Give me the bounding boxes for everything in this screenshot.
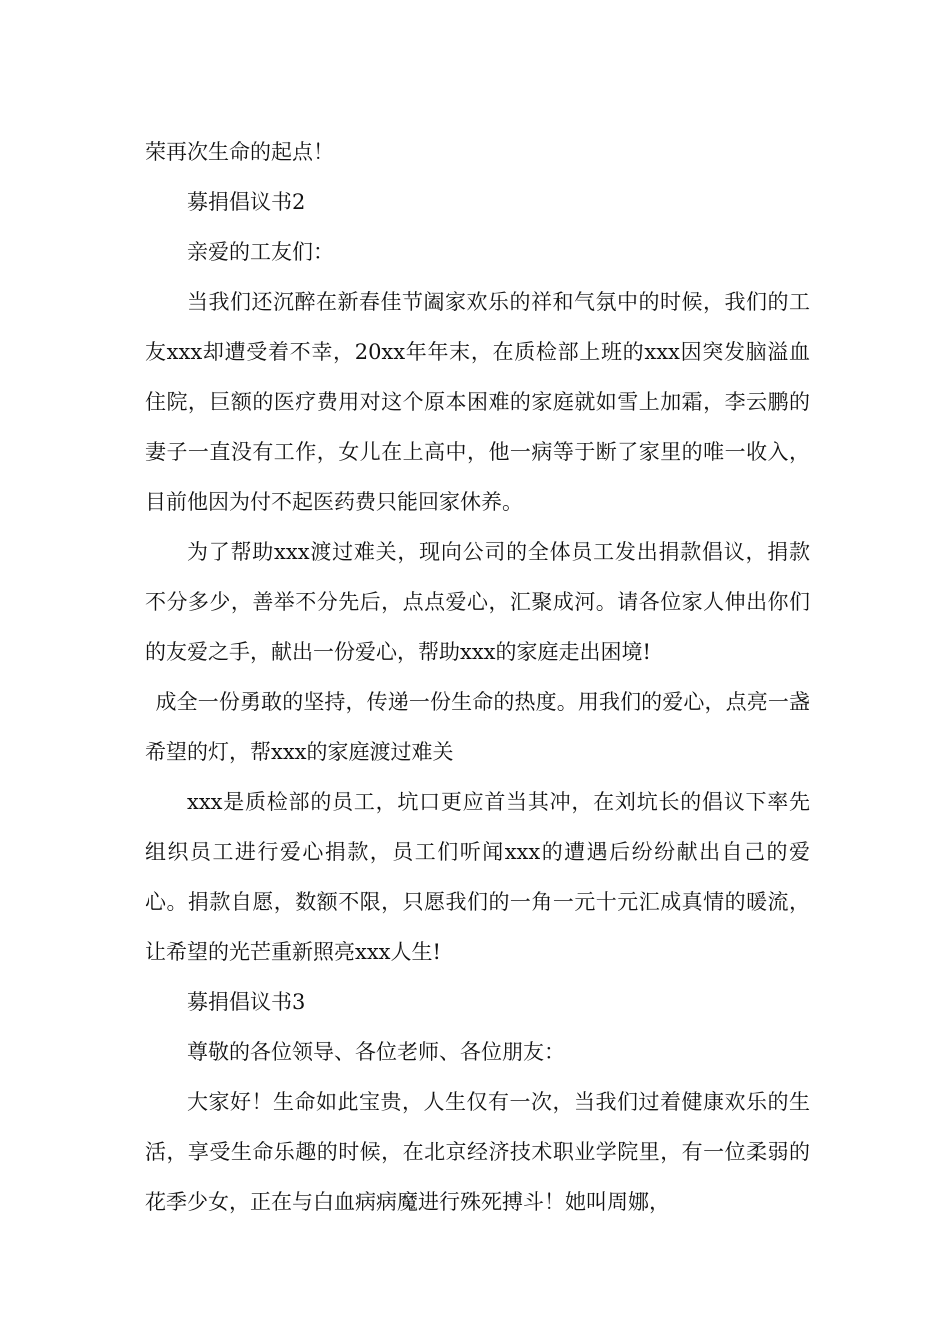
paragraph-closing-line: 荣再次生命的起点！ [145, 140, 334, 164]
salutation-leaders: 尊敬的各位领导、各位老师、各位朋友： [187, 1040, 565, 1064]
paragraph-department: xxx是质检部的员工，坑口更应首当其冲，在刘坑长的倡议下率先组织员工进行爱心捐款，员工们听闻xxx的遭遇后纷纷献出自己的爱心。捐款自愿，数额不限，只愿我们的一角一元十元汇成真情的暖流，让希望的光芒重新照亮xxx人生! [145, 790, 810, 964]
paragraph-situation: 当我们还沉醉在新春佳节阖家欢乐的祥和气氛中的时候，我们的工友xxx却遭受着不幸，20xx年年末，在质检部上班的xxx因突发脑溢血住院，巨额的医疗费用对这个原本困难的家庭就如雪上加霜，李云鹏的妻子一直没有工作，女儿在上高中，他一病等于断了家里的唯一收入，目前他因为付不起医药费只能回家休养。 [145, 290, 810, 514]
section-heading-3: 募捐倡议书3 [187, 990, 306, 1014]
salutation-workers: 亲爱的工友们： [187, 240, 334, 264]
document-body [145, 127, 810, 1227]
paragraph-appeal: 为了帮助xxx渡过难关，现向公司的全体员工发出捐款倡议，捐款不分多少，善举不分先后，点点爱心，汇聚成河。请各位家人伸出你们的友爱之手，献出一份爱心，帮助xxx的家庭走出困境! [145, 540, 810, 664]
paragraph-slogan: 成全一份勇敢的坚持，传递一份生命的热度。用我们的爱心，点亮一盏希望的灯，帮xxx的家庭渡过难关 [145, 690, 810, 764]
section-heading-2: 募捐倡议书2 [187, 190, 306, 214]
paragraph-student-story: 大家好！生命如此宝贵，人生仅有一次，当我们过着健康欢乐的生活，享受生命乐趣的时候，在北京经济技术职业学院里，有一位柔弱的花季少女，正在与白血病病魔进行殊死搏斗！她叫周娜， [145, 1090, 810, 1214]
